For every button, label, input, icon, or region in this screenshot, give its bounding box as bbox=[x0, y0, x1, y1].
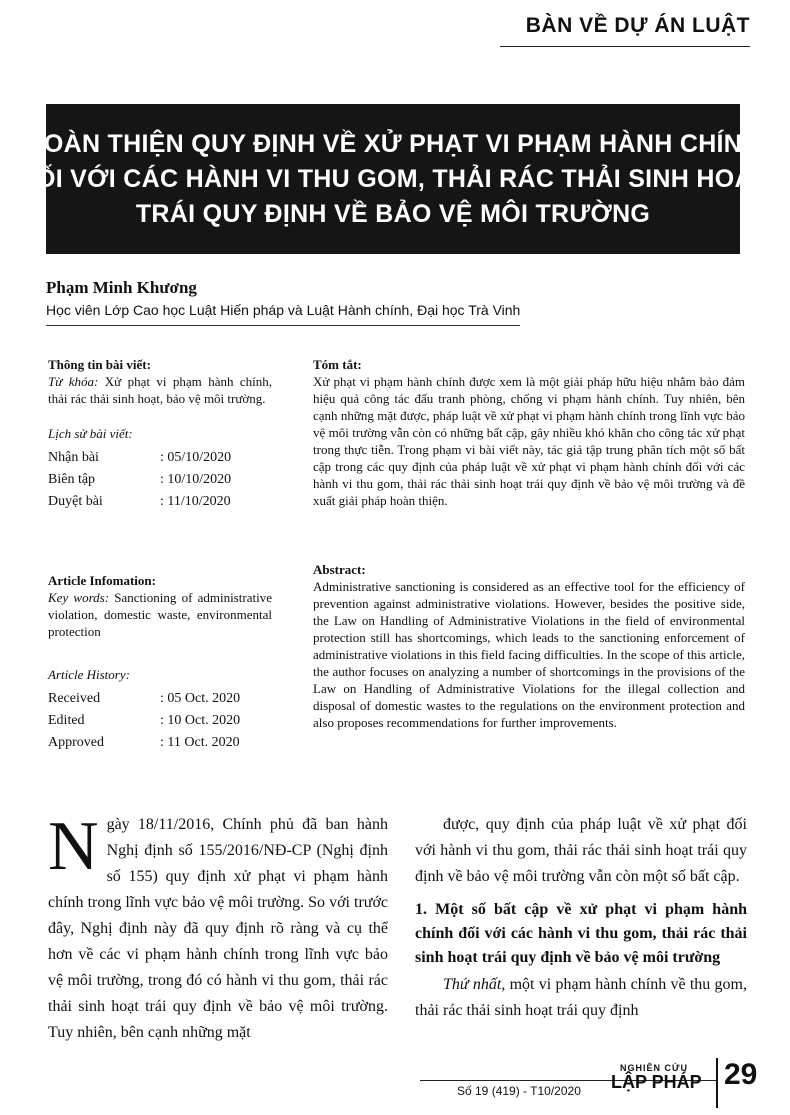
history-label: Biên tập bbox=[48, 471, 96, 487]
body-paragraph-2 bbox=[415, 972, 747, 1024]
history-date: : 10 Oct. 2020 bbox=[160, 712, 241, 728]
history-date: : 05/10/2020 bbox=[160, 449, 232, 465]
article-info-en bbox=[48, 572, 272, 753]
summary-vi-heading: Tóm tắt: bbox=[313, 357, 362, 372]
abstract-en bbox=[313, 561, 745, 731]
section-1-heading: 1. Một số bất cập về xử phạt vi phạm hành chính đối với các hành vi thu gom, thải rác thải sinh hoạt trái quy định về bảo vệ môi trường bbox=[415, 901, 747, 966]
history-label: Edited bbox=[48, 712, 85, 728]
journal-name-bottom: LẬP PHÁP bbox=[611, 1072, 702, 1092]
header-divider bbox=[500, 46, 750, 47]
body-paragraph-1: gày 18/11/2016, Chính phủ đã ban hành Nghị định số 155/2016/NĐ-CP (Nghị định số 155) quy định xử phạt vi phạm hành chính trong lĩnh vực bảo vệ môi trường. So với trước đây, Nghị định này đã quy định rõ ràng và cụ thể hơn về các vi phạm hành chính trong lĩnh vực bảo vệ môi trường, trong đó có hành vi thu gom, thải rác thải sinh hoạt trái quy định về bảo vệ môi trường. Tuy nhiên, bên cạnh những mặt bbox=[48, 816, 388, 1041]
summary-vi bbox=[313, 356, 745, 509]
history-date: : 10/10/2020 bbox=[160, 471, 232, 487]
article-title-banner bbox=[17, 104, 769, 254]
history-date: : 05 Oct. 2020 bbox=[160, 690, 241, 706]
history-row bbox=[48, 446, 272, 468]
affiliation-divider bbox=[46, 325, 520, 326]
keywords-label: Key words: bbox=[48, 590, 110, 605]
history-row bbox=[48, 490, 272, 512]
history-label: Duyệt bài bbox=[48, 493, 103, 509]
drop-cap: N bbox=[48, 808, 99, 885]
history-date: : 11 Oct. 2020 bbox=[160, 734, 240, 750]
info-en-heading: Article Infomation: bbox=[48, 573, 156, 588]
paragraph-2-text: một vi phạm hành chính về thu gom, thải rác thải sinh hoạt trái quy định bbox=[415, 976, 747, 1019]
history-en-label: Article History: bbox=[48, 667, 130, 682]
title-line-1: HOÀN THIỆN QUY ĐỊNH VỀ XỬ PHẠT VI PHẠM HÀNH CHÍNH bbox=[25, 129, 761, 158]
journal-name-top: NGHIÊN CỨU bbox=[620, 1063, 688, 1073]
info-en-keywords bbox=[48, 589, 272, 640]
history-label: Approved bbox=[48, 734, 104, 750]
history-label: Received bbox=[48, 690, 101, 706]
body-column-right bbox=[415, 812, 747, 1024]
author-name: Phạm Minh Khương bbox=[46, 278, 197, 297]
title-line-2: ĐỐI VỚI CÁC HÀNH VI THU GOM, THẢI RÁC THẢI SINH HOẠT bbox=[17, 164, 769, 193]
body-column-left bbox=[48, 808, 388, 1046]
paragraph-lead: Thứ nhất, bbox=[443, 976, 506, 993]
history-row bbox=[48, 687, 272, 709]
abstract-en-text: Administrative sanctioning is considered as an effective tool for the efficiency of prevention against administrative violations. However, besides the positive side, the Law on Handling of Administrative Violations in the field of environmental protection still has shortcomings, which leads to the sanctioning enforcement of administrative violations in this field facing difficulties. In the scope of this article, the author focuses on analyzing a number of shortcomings in the provisions of the Law on Handling of Administrative Violations for the illegal collection and disposal of domestic wastes to the regulations on the environment protection and also proposes recommendations for further improvements. bbox=[313, 579, 745, 730]
info-vi-heading: Thông tin bài viết: bbox=[48, 357, 151, 372]
section-label: BÀN VỀ DỰ ÁN LUẬT bbox=[525, 14, 750, 37]
summary-vi-text: Xử phạt vi phạm hành chính được xem là một giải pháp hữu hiệu nhằm bảo đảm hiệu quả công tác đấu tranh phòng, chống vi phạm hành chính. Tuy nhiên, bên cạnh những mặt được, pháp luật về xử phạt vi phạm hành chính trong lĩnh vực bảo vệ môi trường vẫn còn có những bất cập, gây nhiều khó khăn cho công tác xử phạt trong thực tiễn. Trong phạm vi bài viết này, tác giả tập trung phân tích một số bất cập trong các quy định của pháp luật về xử phạt vi phạm hành chính đối với các hành vi thu gom, thải rác thải sinh hoạt trái quy định về bảo vệ môi trường và đề xuất giải pháp hoàn thiện. bbox=[313, 374, 745, 508]
article-info-vi bbox=[48, 356, 272, 512]
body-paragraph-1-continued: được, quy định của pháp luật về xử phạt đối với hành vi thu gom, thải rác thải sinh hoạt trái quy định về bảo vệ môi trường vẫn còn một số bất cập. bbox=[415, 816, 747, 885]
keywords-value: Xử phạt vi phạm hành chính, thải rác thải sinh hoạt, bảo vệ môi trường. bbox=[48, 374, 273, 406]
history-label: Nhận bài bbox=[48, 449, 99, 465]
title-line-3: TRÁI QUY ĐỊNH VỀ BẢO VỆ MÔI TRƯỜNG bbox=[135, 199, 651, 228]
history-row bbox=[48, 709, 272, 731]
keywords-value: Sanctioning of administrative violation, domestic waste, environmental protection bbox=[48, 590, 272, 639]
history-vi-label: Lịch sử bài viết: bbox=[48, 426, 133, 441]
author-affiliation: Học viên Lớp Cao học Luật Hiến pháp và Luật Hành chính, Đại học Trà Vinh bbox=[46, 302, 521, 318]
footer-vertical-bar bbox=[716, 1058, 718, 1108]
info-vi-keywords bbox=[48, 373, 272, 407]
page-number: 29 bbox=[724, 1058, 758, 1091]
issue-number: Số 19 (419) - T10/2020 bbox=[457, 1084, 581, 1098]
abstract-en-heading: Abstract: bbox=[313, 562, 366, 577]
history-date: : 11/10/2020 bbox=[160, 493, 231, 509]
history-row bbox=[48, 468, 272, 490]
history-row bbox=[48, 731, 272, 753]
keywords-label: Từ khóa: bbox=[48, 374, 99, 389]
